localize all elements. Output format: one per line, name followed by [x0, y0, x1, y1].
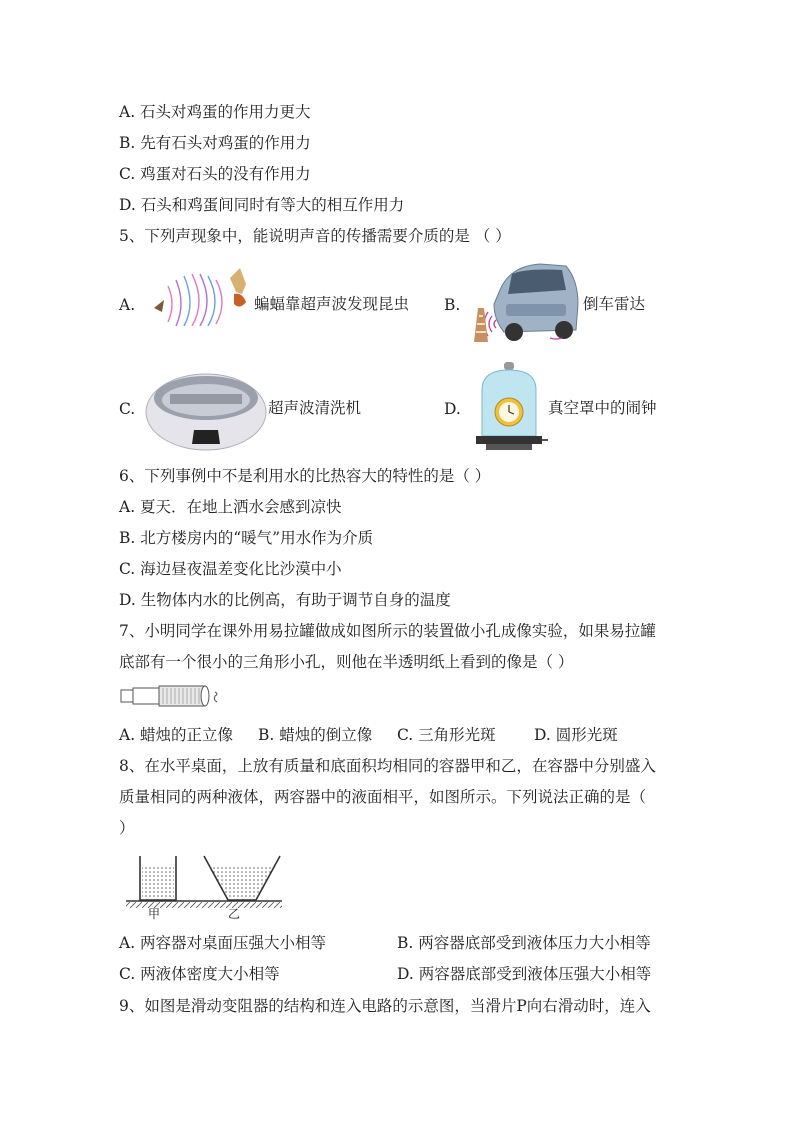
q8-option-a: A. 两容器对桌面压强大小相等	[119, 934, 327, 952]
reversing-radar-figure	[470, 260, 582, 344]
q5-option-b-letter: B.	[444, 296, 461, 314]
bat-sound-figure	[150, 268, 254, 326]
q4-option-d: D. 石头和鸡蛋间同时有等大的相互作用力	[119, 196, 405, 214]
q8-stem-line1: 8、在水平桌面，上放有质量和底面积均相同的容器甲和乙，在容器中分别盛入	[119, 757, 656, 775]
q6-option-c: C. 海边昼夜温差变化比沙漠中小	[119, 560, 342, 578]
q7-stem-line2: 底部有一个很小的三角形小孔，则他在半透明纸上看到的像是（ ）	[119, 653, 574, 671]
q8-stem-line2: 质量相同的两种液体，两容器中的液面相平，如图所示。下列说法正确的是（	[119, 788, 647, 806]
q8-stem-line3: ）	[119, 819, 135, 837]
q6-option-a: A. 夏天．在地上洒水会感到凉快	[119, 498, 342, 516]
q8-option-d: D. 两容器底部受到液体压强大小相等	[397, 965, 652, 983]
q4-option-a: A. 石头对鸡蛋的作用力更大	[119, 103, 311, 121]
q9-stem-line1: 9、如图是滑动变阻器的结构和连入电路的示意图，当滑片P向右滑动时，连入	[119, 997, 651, 1015]
container-yi-label: 乙	[228, 907, 241, 921]
q8-option-b: B. 两容器底部受到液体压力大小相等	[397, 934, 651, 952]
q5-option-b-text: 倒车雷达	[583, 295, 646, 313]
q4-option-b: B. 先有石头对鸡蛋的作用力	[119, 134, 311, 152]
q5-option-a-text: 蝙蝠靠超声波发现昆虫	[254, 295, 410, 313]
q6-stem: 6、下列事例中不是利用水的比热容大的特性的是（ ）	[119, 467, 491, 485]
q5-option-c-letter: C.	[119, 400, 136, 418]
q6-option-d: D. 生物体内水的比例高，有助于调节自身的温度	[119, 591, 451, 609]
q5-option-d-letter: D.	[444, 400, 461, 418]
q7-option-b: B. 蜡烛的倒立像	[258, 726, 373, 744]
container-jia-label: 甲	[148, 907, 161, 921]
q7-option-c: C. 三角形光斑	[397, 726, 496, 744]
q7-stem-line1: 7、小明同学在课外用易拉罐做成如图所示的装置做小孔成像实验，如果易拉罐	[119, 622, 656, 640]
q5-option-d-text: 真空罩中的闹钟	[548, 399, 657, 417]
ultrasonic-cleaner-figure	[144, 368, 268, 452]
bell-jar-clock-figure	[470, 360, 550, 452]
q5-option-c-text: 超声波清洗机	[268, 399, 362, 417]
q5-stem: 5、下列声现象中，能说明声音的传播需要介质的是 （ ）	[119, 227, 511, 245]
q4-option-c: C. 鸡蛋对石头的没有作用力	[119, 165, 311, 183]
q7-option-a: A. 蜡烛的正立像	[119, 726, 234, 744]
q6-option-b: B. 北方楼房内的“暖气”用水作为介质	[119, 529, 374, 547]
q8-option-c: C. 两液体密度大小相等	[119, 965, 280, 983]
q7-option-d: D. 圆形光斑	[534, 726, 618, 744]
pinhole-can-figure	[119, 684, 223, 708]
q5-option-a-letter: A.	[119, 296, 136, 314]
